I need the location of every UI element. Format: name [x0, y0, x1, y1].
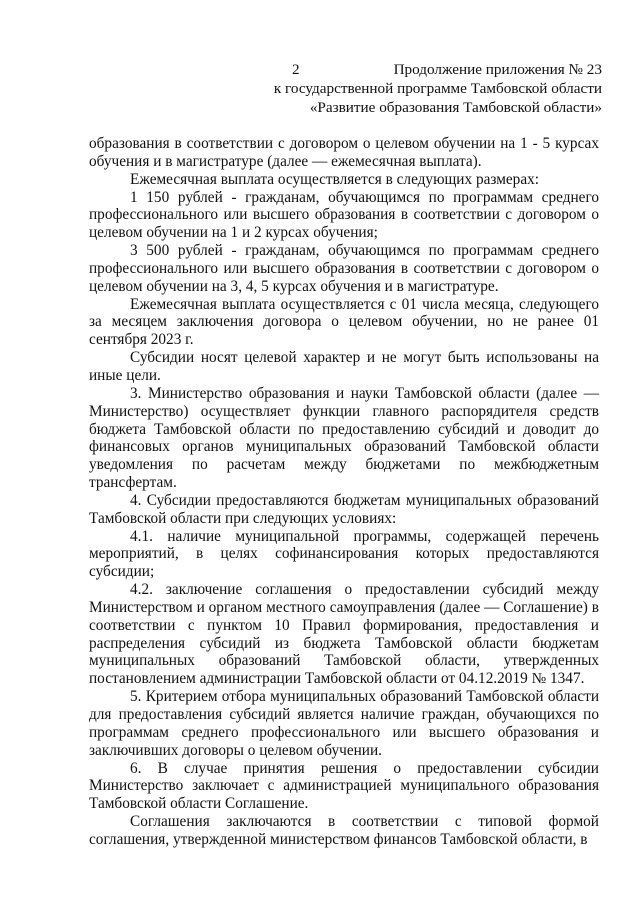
appendix-program-name: «Развитие образования Тамбовской области» — [309, 99, 602, 116]
paragraph-agreements: Соглашения заключаются в соответствии с типовой формой соглашения, утвержденной министерством финансов Тамбовской области, в — [89, 813, 599, 848]
paragraph-clause-4: 4. Субсидии предоставляются бюджетам муниципальных образований Тамбовской области при следующих условиях: — [89, 491, 599, 527]
paragraph-payment-sizes: Ежемесячная выплата осуществляется в следующих размерах: — [130, 170, 540, 188]
paragraph-payment-1150: 1 150 рублей - гражданам, обучающимся по программам среднего профессионального или высшего образования в соответствии с договором о целевом обучении на 1 и 2 курсах обучения; — [89, 188, 599, 242]
paragraph-clause-3: 3. Министерство образования и науки Тамбовской области (далее — Министерство) осуществляет функции главного распорядителя средств бюджета Тамбовской области по предоставлению субсидий и доводит до финансовых органов муниципальных образований Тамбовской области уведомления по расчетам между бюджетами по межбюджетным трансфертам. — [89, 384, 599, 492]
appendix-header — [240, 60, 602, 117]
paragraph-clause-6: 6. В случае принятия решения о предоставлении субсидии Министерство заключает с администрацией муниципального образования Тамбовской области Соглашение. — [89, 759, 599, 813]
appendix-title: Продолжение приложения № 23 — [393, 61, 602, 78]
paragraph-payment-start: Ежемесячная выплата осуществляется с 01 числа месяца, следующего за месяцем заключения договора о целевом обучении, но не ранее 01 сентября 2023 г. — [89, 295, 599, 349]
paragraph-clause-4-2: 4.2. заключение соглашения о предоставлении субсидий между Министерством и органом местного самоуправления (далее — Соглашение) в соответствии с пунктом 10 Правил формирования, предоставления и распределения субсидий из бюджета Тамбовской области бюджетам муниципальных образований Тамбовской области, утвержденных постановлением администрации Тамбовской области от 04.12.2019 № 1347. — [89, 581, 599, 688]
paragraph-clause-4-1: 4.1. наличие муниципальной программы, содержащей перечень мероприятий, в целях софинансирования которых предоставляются субсидии; — [89, 527, 599, 581]
appendix-program-line: к государственной программе Тамбовской области — [273, 80, 602, 97]
document-body — [89, 135, 599, 849]
paragraph-payment-3500: 3 500 рублей - гражданам, обучающимся по программам среднего профессионального или высшего образования в соответствии с договором о целевом обучении на 3, 4, 5 курсах обучения и в магистратуре. — [89, 242, 599, 295]
page-number: 2 — [292, 61, 300, 78]
header-first-line — [240, 60, 602, 79]
paragraph-continuation: образования в соответствии с договором о целевом обучении на 1 - 5 курсах обучения и в магистратуре (далее — ежемесячная выплата). — [89, 135, 599, 170]
paragraph-clause-5: 5. Критерием отбора муниципальных образований Тамбовской области для предоставления субсидий является наличие граждан, обучающихся по программам среднего профессионального или высшего образования и заключивших договоры о целевом обучении. — [89, 688, 599, 759]
paragraph-subsidy-purpose: Субсидии носят целевой характер и не могут быть использованы на иные цели. — [89, 349, 599, 384]
